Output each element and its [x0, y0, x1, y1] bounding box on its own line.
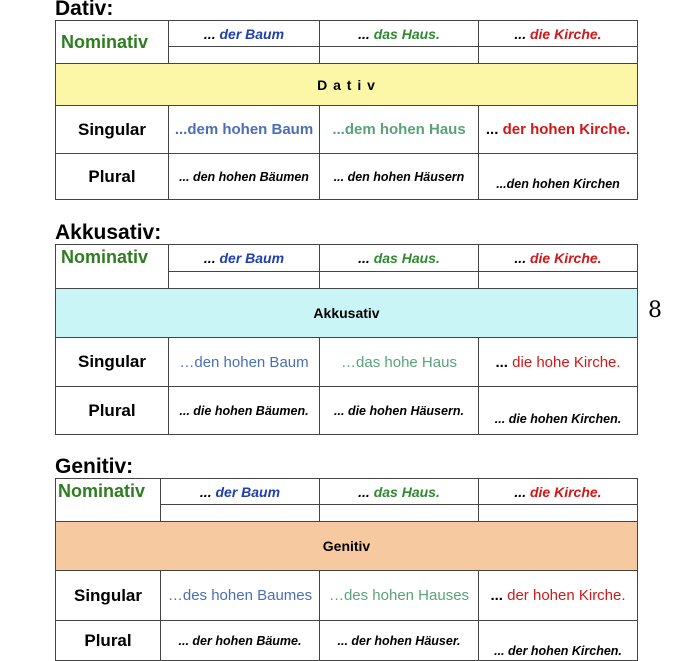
header-cell-baum: ... der Baum	[169, 245, 320, 272]
header-cell-baum: ... der Baum	[169, 21, 320, 47]
akkusativ-singular-kirche: ... die hohe Kirche.	[479, 338, 638, 387]
header-cell-kirche: ... die Kirche.	[479, 479, 638, 505]
genitiv-plural-label: Plural	[56, 621, 161, 661]
header-cell-haus: ... das Haus.	[320, 21, 479, 47]
genitiv-singular-label: Singular	[56, 571, 161, 621]
akkusativ-band: Akkusativ	[56, 289, 638, 338]
akkusativ-plural-kirche: ... die hohen Kirchen.	[479, 387, 638, 435]
header-cell-kirche: ... die Kirche.	[479, 245, 638, 272]
header-cell-haus: ... das Haus.	[320, 479, 479, 505]
dativ-plural-label: Plural	[56, 154, 169, 200]
header-cell-haus: ... das Haus.	[320, 245, 479, 272]
page-number: 8	[648, 298, 662, 323]
akkusativ-singular-haus: …das hohe Haus	[320, 338, 479, 387]
akkusativ-plural-haus: ... die hohen Häusern.	[320, 387, 479, 435]
nominativ-label: Nominativ	[56, 245, 169, 289]
header-cell-baum: ... der Baum	[161, 479, 320, 505]
dativ-singular-baum: ...dem hohen Baum	[169, 106, 320, 154]
akkusativ-table	[55, 244, 638, 435]
dativ-plural-kirche: ...den hohen Kirchen	[479, 154, 638, 200]
akkusativ-plural-label: Plural	[56, 387, 169, 435]
akkusativ-singular-label: Singular	[56, 338, 169, 387]
dativ-singular-label: Singular	[56, 106, 169, 154]
genitiv-plural-haus: ... der hohen Häuser.	[320, 621, 479, 661]
genitiv-heading: Genitiv:	[55, 455, 134, 478]
dativ-band: D a t i v	[56, 64, 638, 106]
genitiv-plural-baum: ... der hohen Bäume.	[161, 621, 320, 661]
genitiv-band: Genitiv	[56, 522, 638, 571]
dativ-plural-baum: ... den hohen Bäumen	[169, 154, 320, 200]
dativ-plural-haus: ... den hohen Häusern	[320, 154, 479, 200]
genitiv-singular-baum: …des hohen Baumes	[161, 571, 320, 621]
genitiv-singular-haus: …des hohen Hauses	[320, 571, 479, 621]
genitiv-singular-kirche: ... der hohen Kirche.	[479, 571, 638, 621]
header-cell-kirche: ... die Kirche.	[479, 21, 638, 47]
nominativ-label: Nominativ	[56, 21, 169, 64]
dativ-heading: Dativ:	[55, 0, 114, 20]
dativ-singular-haus: ...dem hohen Haus	[320, 106, 479, 154]
dativ-table	[55, 20, 638, 200]
nominativ-label: Nominativ	[56, 479, 161, 522]
akkusativ-plural-baum: ... die hohen Bäumen.	[169, 387, 320, 435]
genitiv-plural-kirche: ... der hohen Kirchen.	[479, 621, 638, 661]
akkusativ-singular-baum: …den hohen Baum	[169, 338, 320, 387]
dativ-singular-kirche: ... der hohen Kirche.	[479, 106, 638, 154]
akkusativ-heading: Akkusativ:	[55, 221, 162, 244]
genitiv-table	[55, 478, 638, 661]
